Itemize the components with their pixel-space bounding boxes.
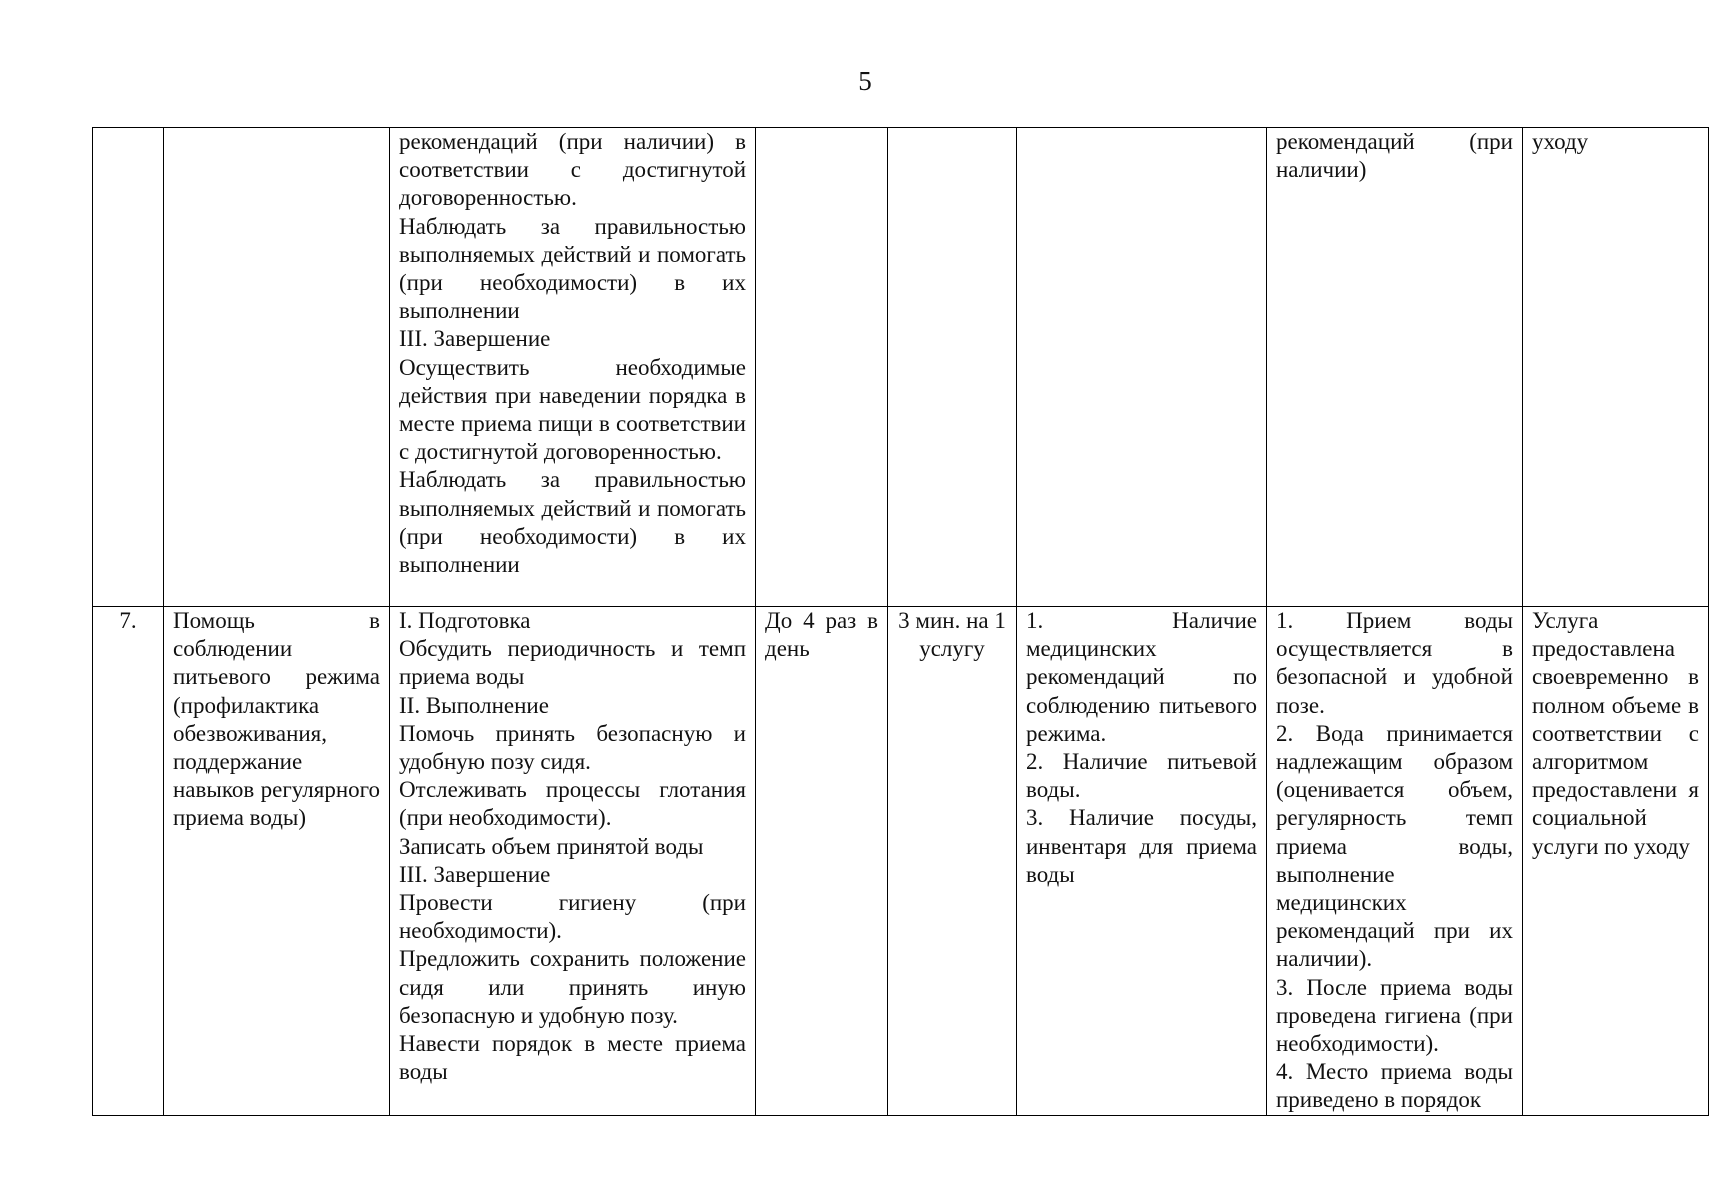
time-cell: [888, 128, 1017, 607]
row-number-cell: 7.: [93, 607, 164, 1116]
service-standards-table: [92, 127, 1709, 1116]
quality-cell: [1523, 607, 1709, 1116]
service-name-text: Помощь в соблюдении питьевого режима (профилактика обезвоживания, поддержание навыков регулярного приема воды): [173, 608, 380, 831]
result-item: 1. Прием воды осуществляется в безопасной и удобной позе.: [1276, 608, 1513, 718]
procedure-paragraph: рекомендаций (при наличии) в соответствии с достигнутой договоренностью.: [399, 129, 746, 211]
procedure-paragraph: Навести порядок в месте приема воды: [399, 1031, 746, 1085]
time-cell: 3 мин. на 1 услугу: [888, 607, 1017, 1116]
procedure-paragraph: Провести гигиену (при необходимости).: [399, 890, 746, 944]
row-number-cell: [93, 128, 164, 607]
condition-item: 3. Наличие посуды, инвентаря для приема воды: [1026, 805, 1257, 887]
result-cell: [1267, 128, 1523, 607]
frequency-cell: [756, 128, 888, 607]
conditions-cell: [1017, 607, 1267, 1116]
service-name-cell: [164, 128, 390, 607]
procedure-paragraph: Наблюдать за правильностью выполняемых действий и помогать (при необходимости) в их выполнении: [399, 213, 746, 324]
quality-cell: [1523, 128, 1709, 607]
procedure-paragraph: II. Выполнение: [399, 692, 549, 718]
procedure-paragraph: Наблюдать за правильностью выполняемых действий и помогать (при необходимости) в их выполнении: [399, 467, 746, 578]
page-number: 5: [858, 66, 872, 96]
result-cell: [1267, 607, 1523, 1116]
procedure-paragraph: Отслеживать процессы глотания (при необходимости).: [399, 777, 746, 831]
condition-item: 1. Наличие медицинских рекомендаций по соблюдению питьевого режима.: [1026, 608, 1257, 746]
conditions-cell: [1017, 128, 1267, 607]
procedure-paragraph: Осуществить необходимые действия при наведении порядка в месте приема пищи в соответствии с достигнутой договоренностью.: [399, 354, 746, 465]
frequency-cell: До 4 раз в день: [756, 607, 888, 1116]
procedure-paragraph: III. Завершение: [399, 861, 551, 887]
table-row: [93, 607, 1709, 1116]
procedure-paragraph: Записать объем принятой воды: [399, 833, 704, 859]
quality-paragraph: уходу: [1532, 129, 1589, 154]
procedure-paragraph: Предложить сохранить положение сидя или принять иную безопасную и удобную позу.: [399, 946, 746, 1028]
procedure-paragraph: I. Подготовка: [399, 608, 531, 633]
procedure-paragraph: Обсудить периодичность и темп приема воды: [399, 636, 746, 690]
procedure-cell: [390, 607, 756, 1116]
result-item: 4. Место приема воды приведено в порядок: [1276, 1059, 1513, 1113]
quality-paragraph: Услуга предоставлена своевременно в полном объеме в соответствии с алгоритмом предоставлени я социальной услуги по уходу: [1532, 608, 1699, 859]
procedure-paragraph: III. Завершение: [399, 326, 551, 352]
procedure-cell: [390, 128, 756, 607]
condition-item: 2. Наличие питьевой воды.: [1026, 749, 1257, 803]
result-paragraph: рекомендаций (при наличии): [1276, 129, 1513, 183]
service-name-cell: [164, 607, 390, 1116]
result-item: 2. Вода принимается надлежащим образом (оценивается объем, регулярность темп приема воды, выполнение медицинских рекомендаций при их наличии).: [1276, 720, 1513, 972]
procedure-paragraph: Помочь принять безопасную и удобную позу сидя.: [399, 720, 746, 775]
table-row: [93, 128, 1709, 607]
result-item: 3. После приема воды проведена гигиена (при необходимости).: [1276, 974, 1513, 1057]
